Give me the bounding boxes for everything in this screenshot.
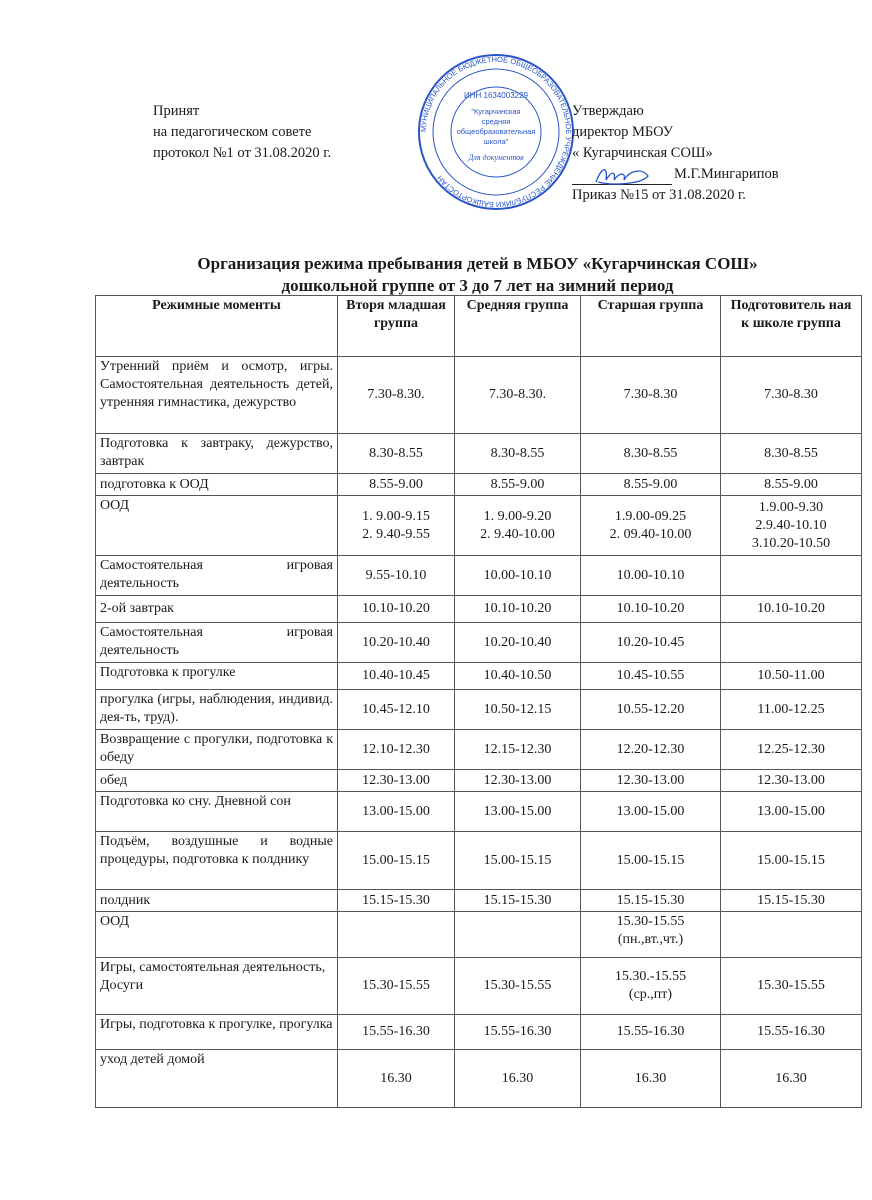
time-cell: 8.55-9.00 <box>721 474 862 496</box>
time-cell: 10.10-10.20 <box>721 596 862 623</box>
table-row <box>96 770 862 792</box>
time-cell: 8.55-9.00 <box>338 474 455 496</box>
time-cell: 15.00-15.15 <box>338 832 455 890</box>
time-cell: 16.30 <box>721 1050 862 1108</box>
time-cell: 15.00-15.15 <box>581 832 721 890</box>
time-cell: 16.30 <box>455 1050 581 1108</box>
moment-cell: полдник <box>96 890 338 912</box>
time-cell: 10.00-10.10 <box>455 556 581 596</box>
svg-text:ИНН 1634003229: ИНН 1634003229 <box>463 91 529 100</box>
time-cell: 12.10-12.30 <box>338 730 455 770</box>
svg-text:МУНИЦИПАЛЬНОЕ БЮДЖЕТНОЕ ОБЩЕОБ: МУНИЦИПАЛЬНОЕ БЮДЖЕТНОЕ ОБЩЕОБРАЗОВАТЕЛЬНОЕ УЧРЕЖДЕНИЕ РЕСПУБЛИКИ БАШКОРТОСТАН <box>418 54 574 210</box>
table-row <box>96 832 862 890</box>
title-line-1: Организация режима пребывания детей в МБОУ «Кугарчинская СОШ» <box>197 254 758 273</box>
time-cell: 8.55-9.00 <box>455 474 581 496</box>
time-cell: 8.30-8.55 <box>721 434 862 474</box>
protocol-label: протокол №1 от 31.08.2020 г. <box>153 145 332 161</box>
time-cell: 15.15-15.30 <box>721 890 862 912</box>
approval-block <box>572 101 779 206</box>
time-cell: 15.15-15.30 <box>455 890 581 912</box>
time-cell: 12.20-12.30 <box>581 730 721 770</box>
time-cell: 13.00-15.00 <box>455 792 581 832</box>
time-cell: 13.00-15.00 <box>338 792 455 832</box>
time-cell: 10.10-10.20 <box>338 596 455 623</box>
time-cell: 10.45-12.10 <box>338 690 455 730</box>
time-cell: 12.30-13.00 <box>338 770 455 792</box>
time-cell: 7.30-8.30. <box>455 357 581 434</box>
time-cell: 15.55-16.30 <box>581 1015 721 1050</box>
moment-cell: уход детей домой <box>96 1050 338 1108</box>
moment-cell: прогулка (игры, наблюдения, индивид. дея-ть, труд). <box>96 690 338 730</box>
time-cell: 10.20-10.45 <box>581 623 721 663</box>
moment-cell: Самостоятельная игровая деятельность <box>96 623 338 663</box>
time-cell: 15.55-16.30 <box>721 1015 862 1050</box>
council-label: на педагогическом совете <box>153 124 312 140</box>
time-cell: 10.40-10.45 <box>338 663 455 690</box>
time-cell: 10.10-10.20 <box>581 596 721 623</box>
moment-cell: Игры, самостоятельная деятельность, Досуги <box>96 958 338 1015</box>
table-row <box>96 958 862 1015</box>
time-cell: 8.55-9.00 <box>581 474 721 496</box>
time-cell: 12.30-13.00 <box>721 770 862 792</box>
time-cell: 10.45-10.55 <box>581 663 721 690</box>
svg-text:Для документов: Для документов <box>468 153 524 162</box>
approve-label: Утверждаю <box>572 103 644 119</box>
svg-text:общеобразовательная: общеобразовательная <box>456 127 536 136</box>
time-cell: 15.30-15.55 <box>338 958 455 1015</box>
time-cell: 12.30-13.00 <box>455 770 581 792</box>
time-cell <box>721 556 862 596</box>
time-cell: 1. 9.00-9.20 2. 9.40-10.00 <box>455 496 581 556</box>
moment-cell: ООД <box>96 496 338 556</box>
moment-cell: Самостоятельная игровая деятельность <box>96 556 338 596</box>
table-row <box>96 912 862 958</box>
signature <box>572 168 672 185</box>
time-cell: 15.15-15.30 <box>581 890 721 912</box>
table-row <box>96 474 862 496</box>
time-cell: 12.30-13.00 <box>581 770 721 792</box>
moment-cell: Подъём, воздушные и водные процедуры, подготовка к полднику <box>96 832 338 890</box>
adopted-label: Принят <box>153 103 200 119</box>
time-cell: 8.30-8.55 <box>455 434 581 474</box>
time-cell: 11.00-12.25 <box>721 690 862 730</box>
moment-cell: ООД <box>96 912 338 958</box>
time-cell: 10.40-10.50 <box>455 663 581 690</box>
time-cell: 7.30-8.30. <box>338 357 455 434</box>
table-row <box>96 663 862 690</box>
time-cell: 15.55-16.30 <box>455 1015 581 1050</box>
time-cell <box>455 912 581 958</box>
moment-cell: обед <box>96 770 338 792</box>
title-line-2: дошкольной группе от 3 до 7 лет на зимний период <box>281 276 674 295</box>
header-moments: Режимные моменты <box>96 296 338 357</box>
school-label: « Кугарчинская СОШ» <box>572 145 713 161</box>
director-name: М.Г.Мингарипов <box>674 166 779 182</box>
time-cell: 15.15-15.30 <box>338 890 455 912</box>
svg-text:школа": школа" <box>483 137 509 146</box>
time-cell: 8.30-8.55 <box>581 434 721 474</box>
time-cell: 9.55-10.10 <box>338 556 455 596</box>
time-cell: 7.30-8.30 <box>581 357 721 434</box>
header-middle: Средняя группа <box>455 296 581 357</box>
table-row <box>96 690 862 730</box>
director-label: директор МБОУ <box>572 124 673 140</box>
time-cell: 15.00-15.15 <box>721 832 862 890</box>
time-cell: 10.00-10.10 <box>581 556 721 596</box>
time-cell: 12.25-12.30 <box>721 730 862 770</box>
moment-cell: Возвращение с прогулки, подготовка к обеду <box>96 730 338 770</box>
time-cell: 10.20-10.40 <box>455 623 581 663</box>
table-row <box>96 1015 862 1050</box>
time-cell: 10.20-10.40 <box>338 623 455 663</box>
schedule-table <box>95 295 862 1108</box>
moment-cell: Подготовка ко сну. Дневной сон <box>96 792 338 832</box>
time-cell: 10.55-12.20 <box>581 690 721 730</box>
table-row <box>96 890 862 912</box>
time-cell: 10.10-10.20 <box>455 596 581 623</box>
table-row <box>96 1050 862 1108</box>
time-cell: 15.00-15.15 <box>455 832 581 890</box>
adoption-block <box>153 101 331 164</box>
document-title <box>95 253 860 297</box>
table-row <box>96 730 862 770</box>
school-stamp <box>416 52 576 212</box>
moment-cell: Подготовка к прогулке <box>96 663 338 690</box>
moment-cell: Подготовка к завтраку, дежурство, завтрак <box>96 434 338 474</box>
header-preparatory: Подготовитель ная к школе группа <box>721 296 862 357</box>
time-cell: 16.30 <box>581 1050 721 1108</box>
time-cell <box>721 623 862 663</box>
time-cell: 1. 9.00-9.15 2. 9.40-9.55 <box>338 496 455 556</box>
header-junior: Вторя младшая группа <box>338 296 455 357</box>
moment-cell: Игры, подготовка к прогулке, прогулка <box>96 1015 338 1050</box>
order-label: Приказ №15 от 31.08.2020 г. <box>572 187 746 203</box>
header-senior: Старшая группа <box>581 296 721 357</box>
table-row <box>96 556 862 596</box>
table-row <box>96 496 862 556</box>
time-cell: 7.30-8.30 <box>721 357 862 434</box>
time-cell: 15.30-15.55 <box>721 958 862 1015</box>
table-header-row <box>96 296 862 357</box>
moment-cell: подготовка к ООД <box>96 474 338 496</box>
table-row <box>96 623 862 663</box>
time-cell: 1.9.00-9.30 2.9.40-10.10 3.10.20-10.50 <box>721 496 862 556</box>
time-cell: 13.00-15.00 <box>721 792 862 832</box>
time-cell: 12.15-12.30 <box>455 730 581 770</box>
time-cell: 8.30-8.55 <box>338 434 455 474</box>
time-cell <box>721 912 862 958</box>
time-cell: 15.30-15.55 <box>455 958 581 1015</box>
time-cell: 15.55-16.30 <box>338 1015 455 1050</box>
table-row <box>96 596 862 623</box>
time-cell: 1.9.00-09.25 2. 09.40-10.00 <box>581 496 721 556</box>
moment-cell: 2-ой завтрак <box>96 596 338 623</box>
table-row <box>96 792 862 832</box>
table-row <box>96 357 862 434</box>
time-cell: 10.50-12.15 <box>455 690 581 730</box>
svg-text:средняя: средняя <box>481 117 511 126</box>
time-cell: 15.30.-15.55 (ср.,пт) <box>581 958 721 1015</box>
table-row <box>96 434 862 474</box>
svg-text:"Кугарчинская: "Кугарчинская <box>471 107 521 116</box>
moment-cell: Утренний приём и осмотр, игры. Самостоятельная деятельность детей, утренняя гимнастика, дежурство <box>96 357 338 434</box>
time-cell <box>338 912 455 958</box>
time-cell: 13.00-15.00 <box>581 792 721 832</box>
time-cell: 15.30-15.55 (пн.,вт.,чт.) <box>581 912 721 958</box>
time-cell: 16.30 <box>338 1050 455 1108</box>
time-cell: 10.50-11.00 <box>721 663 862 690</box>
